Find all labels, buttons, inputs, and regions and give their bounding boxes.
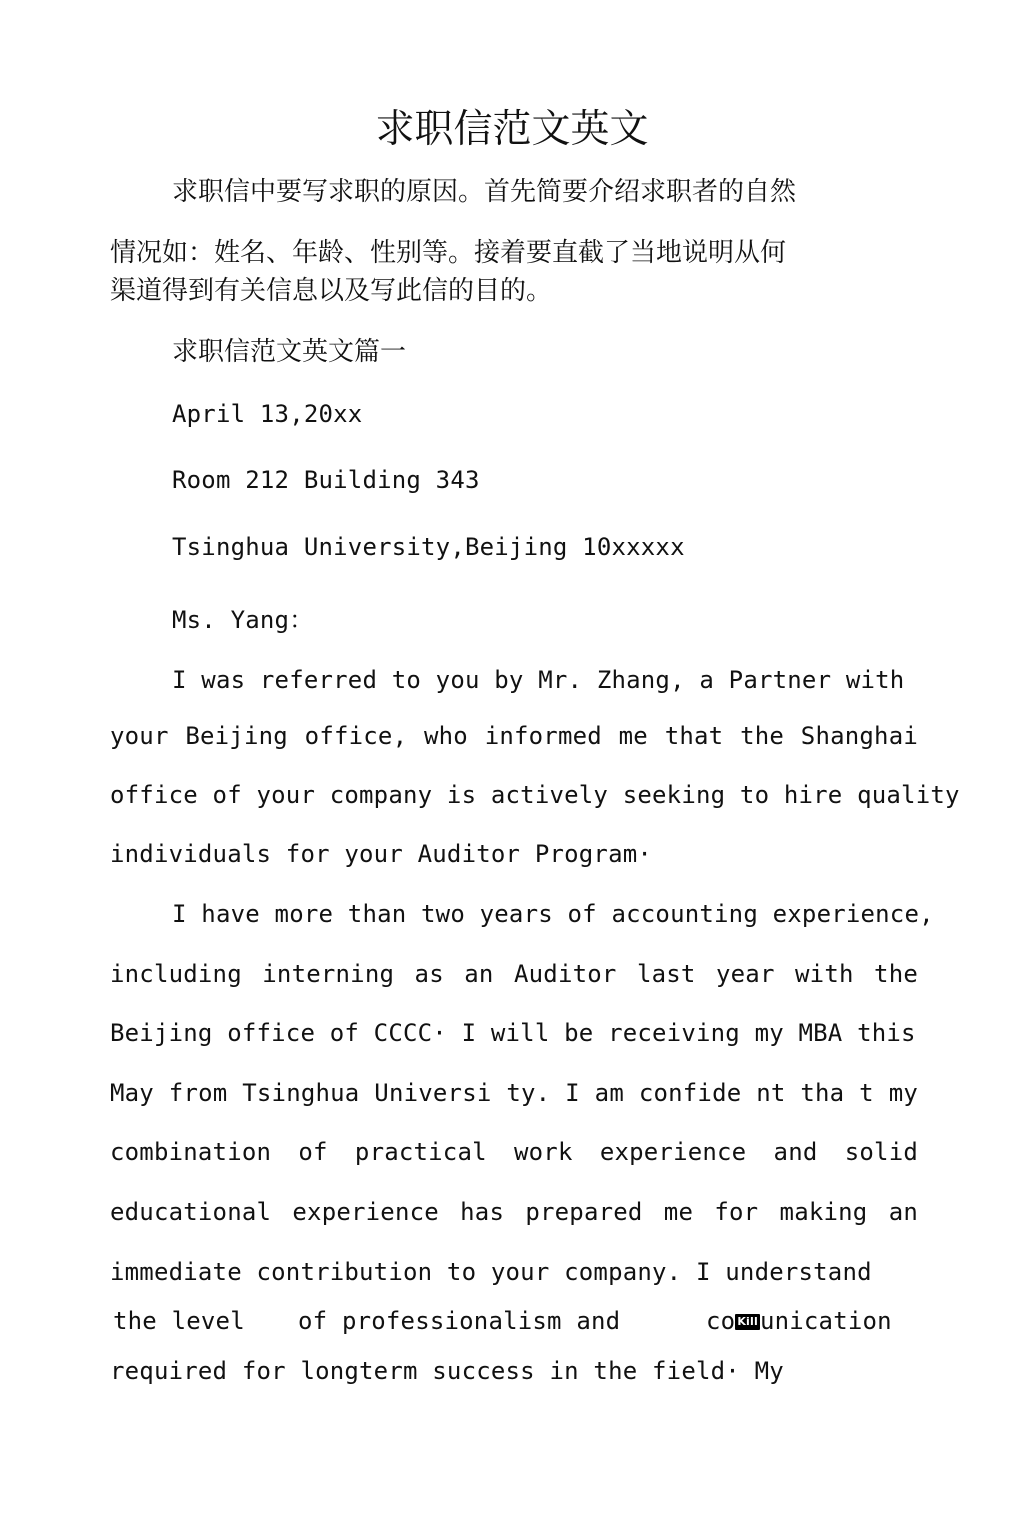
paragraph-2-fragment: of professionalism and: [298, 1307, 621, 1335]
paragraph-2-line: immediate contribution to your company. I understand: [110, 1258, 872, 1286]
letter-address-line-1: Room 212 Building 343: [172, 466, 480, 494]
paragraph-2-line: combination of practical work experience and solid: [110, 1138, 918, 1166]
intro-line-1: 求职信中要写求职的原因。首先简要介绍求职者的自然: [172, 177, 797, 207]
paragraph-2-line: required for longterm success in the field· My: [110, 1357, 784, 1385]
paragraph-2-line: May from Tsinghua Universi ty. I am confide nt tha t my: [110, 1079, 918, 1107]
word-fragment: unication: [759, 1307, 892, 1335]
intro-line-3: 渠道得到有关信息以及写此信的目的。: [110, 276, 553, 306]
paragraph-2-fragment: the level: [113, 1307, 245, 1335]
word-fragment: co: [706, 1307, 736, 1335]
section-title: 求职信范文英文篇一: [172, 337, 407, 367]
paragraph-2-fragment: [706, 1307, 892, 1335]
paragraph-2-line: educational experience has prepared me for making an: [110, 1198, 918, 1226]
letter-salutation: Ms. Yang：: [172, 606, 314, 634]
paragraph-2-line: including interning as an Auditor last year with the: [110, 960, 918, 988]
intro-line-2: 情况如：姓名、年龄、性别等。接着要直截了当地说明从何: [110, 238, 787, 268]
letter-address-line-2: Tsinghua University,Beijing 10xxxxx: [172, 533, 685, 561]
paragraph-1-line: your Beijing office, who informed me that the Shanghai: [110, 722, 918, 750]
paragraph-2-line: I have more than two years of accounting experience,: [172, 900, 934, 928]
document-title: 求职信范文英文: [375, 107, 649, 152]
kill-badge: Kill: [737, 1315, 758, 1328]
paragraph-1-line: office of your company is actively seeking to hire quality: [110, 781, 960, 809]
letter-date: April 13,20xx: [172, 400, 363, 428]
paragraph-2-line: Beijing office of CCCC· I will be receiving my MBA this: [110, 1019, 916, 1047]
paragraph-1-line: I was referred to you by Mr. Zhang, a Partner with: [172, 666, 905, 694]
paragraph-1-line: individuals for your Auditor Program·: [110, 840, 653, 868]
